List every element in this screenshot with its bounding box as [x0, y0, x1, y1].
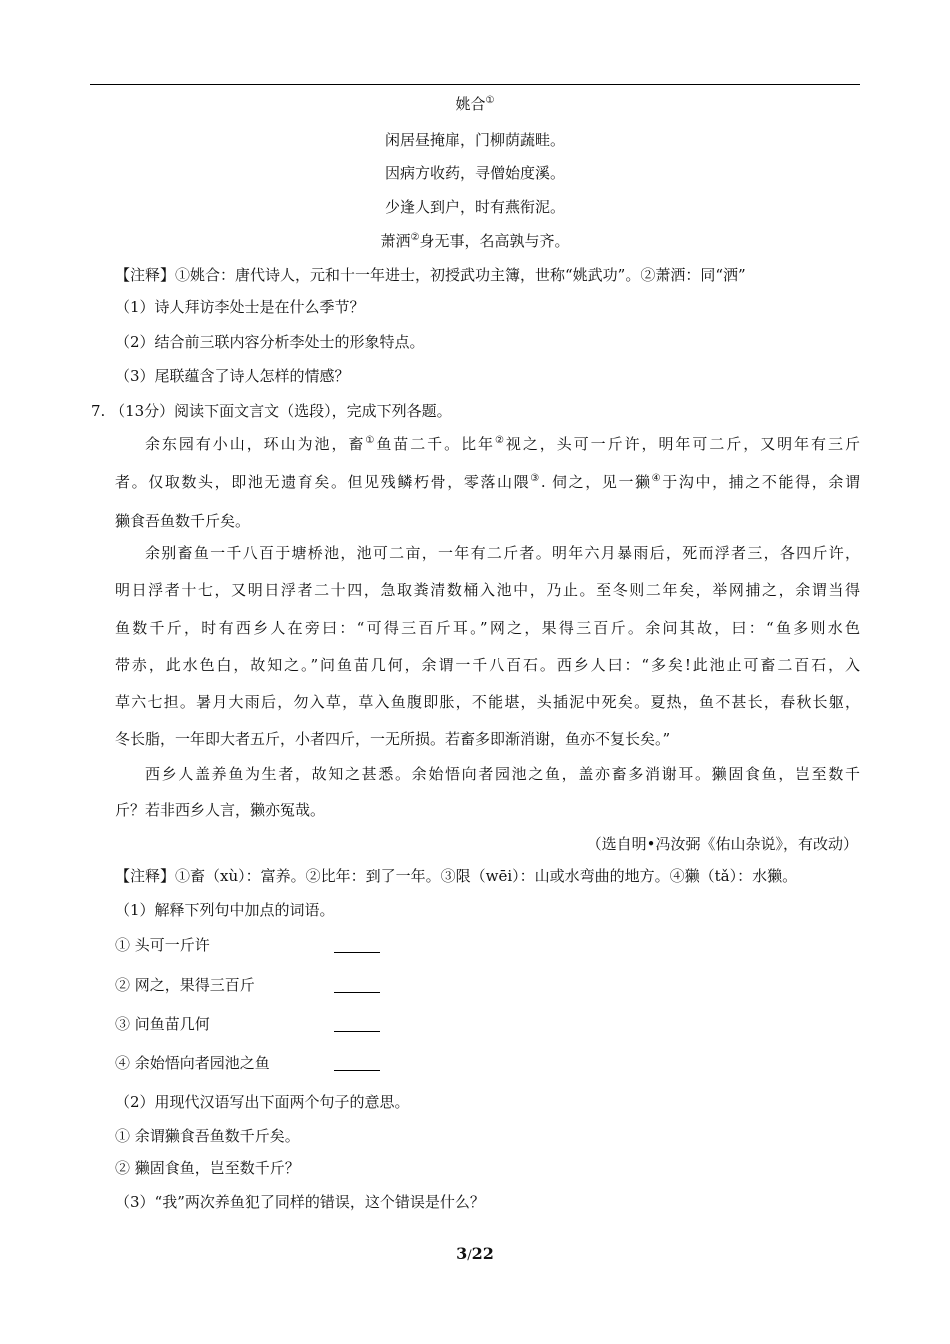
- word-item-1: ① 头可一斤许: [115, 936, 210, 954]
- poem-line-4-start: 萧洒: [380, 232, 411, 250]
- q7-subquestion-1: （1）解释下列句中加点的词语。: [115, 901, 335, 919]
- passage-p2-line-6: 冬长脂，一年即大者五斤，小者四斤，一无所损。若畜多即渐消谢，鱼亦不复长矣。”: [115, 730, 671, 748]
- text-segment: 鱼苗二千。比年: [376, 435, 495, 453]
- passage-p2-line-4: 带赤，此水色白，故知之。”问鱼苗几何，余谓一千八百石。西乡人曰：“多矣!此池止可畜二百石，入: [115, 656, 860, 674]
- passage-p3-line-2: 斤？若非西乡人言，獭亦冤哉。: [115, 801, 326, 819]
- passage-p3-line-1: 西乡人盖养鱼为生者，故知之甚悉。余始悟向者园池之鱼，盖亦畜多消谢耳。獭固食鱼，岂至数千: [145, 765, 860, 783]
- passage-annotation: 【注释】①畜（xù）：富养。②比年：到了一年。③限（wēi）：山或水弯曲的地方。④獭（tǎ）：水獭。: [115, 867, 798, 885]
- q6-question-2: （2）结合前三联内容分析李处士的形象特点。: [115, 333, 425, 351]
- word-item-4: ④ 余始悟向者园池之鱼: [115, 1054, 270, 1072]
- current-page: 3: [456, 1244, 468, 1263]
- q7-subquestion-3: （3）“我”两次养鱼犯了同样的错误，这个错误是什么？: [115, 1193, 485, 1211]
- poem-line-4: [0, 231, 950, 251]
- answer-blank-1[interactable]: [334, 938, 380, 953]
- poem-author: [0, 94, 950, 114]
- text-segment: 余东园有小山，环山为池，畜: [145, 435, 366, 453]
- answer-blank-4[interactable]: [334, 1056, 380, 1071]
- footnote-marker: ③: [530, 473, 541, 484]
- text-segment: 视之，头可一斤许，明年可二斤，又明年有三斤: [505, 435, 860, 453]
- passage-p2-line-1: 余别畜鱼一千八百于塘桥池，池可二亩，一年有二斤者。明年六月暴雨后，死而浮者三，各四斤许，: [145, 544, 860, 562]
- poem-line-4-end: 身无事，名高孰与齐。: [419, 232, 570, 250]
- footnote-marker: ②: [410, 232, 420, 243]
- poem-line-3: 少逢人到户，时有燕衔泥。: [384, 198, 565, 216]
- sentence-item-1: ① 余谓獭食吾鱼数千斤矣。: [115, 1127, 300, 1145]
- passage-p1-line-3: 獭食吾鱼数千斤矣。: [115, 512, 251, 530]
- footnote-marker: ①: [485, 95, 495, 106]
- footnote-marker: ④: [651, 473, 663, 484]
- text-segment: 于沟中，捕之不能得，余谓: [662, 473, 860, 491]
- poem-line-1: 闲居昼掩扉，门柳荫蔬畦。: [384, 131, 565, 149]
- poem-author-name: 姚合: [455, 95, 486, 113]
- passage-p2-line-5: 草六七担。暑月大雨后，勿入草，草入鱼腹即胀，不能堪，头插泥中死矣。夏热，鱼不甚长，春秋长躯，: [115, 693, 860, 711]
- poem-annotation: 【注释】①姚合：唐代诗人，元和十一年进士，初授武功主簿，世称“姚武功”。②萧洒：同“洒”: [115, 266, 746, 284]
- passage-p1-line-1: [145, 434, 860, 454]
- word-item-3: ③ 问鱼苗几何: [115, 1015, 210, 1033]
- q7-subquestion-2: （2）用现代汉语写出下面两个句子的意思。: [115, 1093, 410, 1111]
- header-rule: [90, 84, 860, 85]
- page-number: [0, 1244, 950, 1263]
- sentence-item-2: ② 獭固食鱼，岂至数千斤？: [115, 1159, 300, 1177]
- passage-source: （选自明•冯汝弼《佑山杂说》，有改动）: [586, 835, 858, 853]
- q6-question-1: （1）诗人拜访李处士是在什么季节？: [115, 298, 365, 316]
- passage-p2-line-2: 明日浮者十七，又明日浮者二十四，急取粪清数桶入池中，乃止。至冬则二年矣，举网捕之，余谓当得: [115, 581, 860, 599]
- q7-heading: 7. （13分）阅读下面文言文（选段），完成下列各题。: [91, 402, 452, 420]
- total-pages: 22: [471, 1244, 494, 1263]
- page-separator: /: [467, 1248, 472, 1263]
- answer-blank-2[interactable]: [334, 978, 380, 993]
- footnote-marker: ①: [365, 435, 377, 446]
- passage-p1-line-2: [115, 472, 860, 492]
- poem-line-2: 因病方收药，寻僧始度溪。: [384, 164, 565, 182]
- answer-blank-3[interactable]: [334, 1017, 380, 1032]
- footnote-marker: ②: [494, 435, 506, 446]
- text-segment: 者。仅取数头，即池无遗育矣。但见残鳞朽骨，零落山隈: [115, 473, 531, 491]
- passage-p2-line-3: 鱼数千斤，时有西乡人在旁曰：“可得三百斤耳。”网之，果得三百斤。余问其故，曰：“鱼多则水色: [115, 619, 860, 637]
- word-item-2: ② 网之，果得三百斤: [115, 976, 255, 994]
- text-segment: . 伺之，见一獭: [540, 473, 652, 491]
- q6-question-3: （3）尾联蕴含了诗人怎样的情感？: [115, 367, 350, 385]
